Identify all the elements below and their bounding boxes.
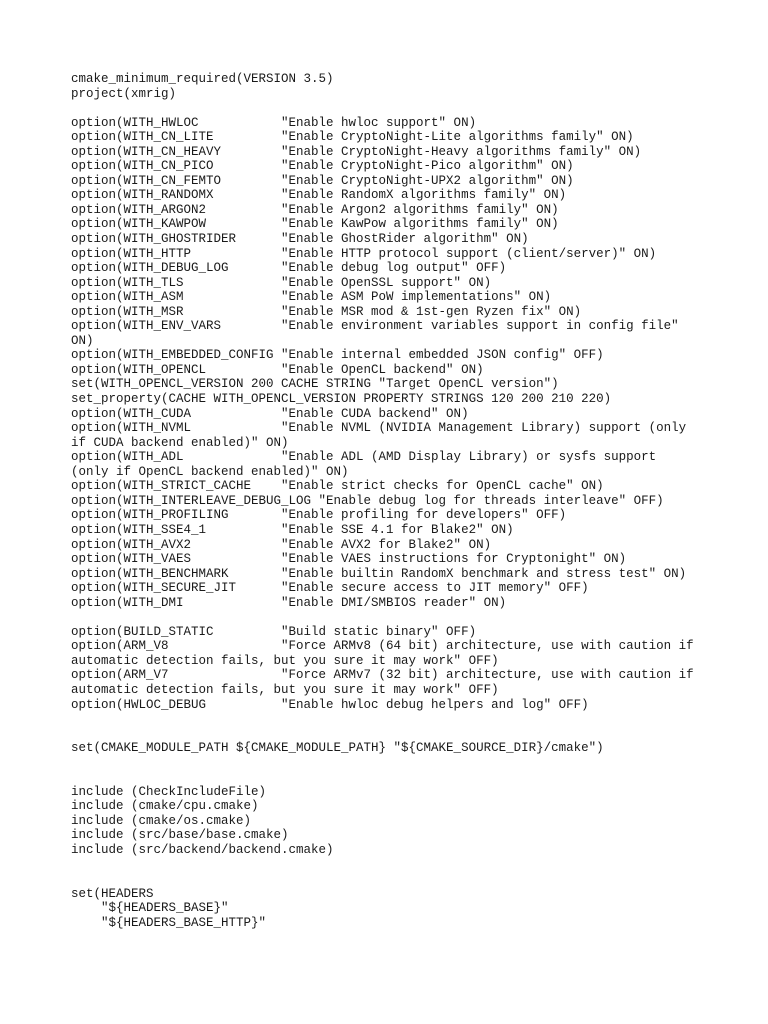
code-line: set(WITH_OPENCL_VERSION 200 CACHE STRING "Target OpenCL version"): [71, 377, 559, 392]
code-line: if CUDA backend enabled)" ON): [71, 435, 289, 450]
blank-line: [71, 712, 711, 727]
code-line: "${HEADERS_BASE_HTTP}": [71, 915, 267, 930]
code-line: "${HEADERS_BASE}": [71, 901, 229, 916]
code-line: include (CheckIncludeFile): [71, 784, 267, 799]
code-line: option(WITH_BENCHMARK "Enable builtin RandomX benchmark and stress test" ON): [71, 566, 687, 581]
code-line: option(WITH_DEBUG_LOG "Enable debug log output" OFF): [71, 261, 507, 276]
code-line: option(WITH_VAES "Enable VAES instructions for Cryptonight" ON): [71, 552, 627, 567]
blank-line: [71, 756, 711, 771]
code-line: option(WITH_ADL "Enable ADL (AMD Display Library) or sysfs support: [71, 450, 657, 465]
blank-line: [71, 858, 711, 873]
code-line: option(WITH_TLS "Enable OpenSSL support" ON): [71, 275, 492, 290]
code-line: option(WITH_PROFILING "Enable profiling for developers" OFF): [71, 508, 567, 523]
code-line: option(WITH_RANDOMX "Enable RandomX algorithms family" ON): [71, 188, 567, 203]
code-line: option(WITH_ENV_VARS "Enable environment variables support in config file": [71, 319, 679, 334]
blank-line: [71, 101, 711, 116]
code-line: automatic detection fails, but you sure it may work" OFF): [71, 682, 499, 697]
code-line: option(WITH_GHOSTRIDER "Enable GhostRider algorithm" ON): [71, 232, 529, 247]
code-line: option(WITH_ARGON2 "Enable Argon2 algorithms family" ON): [71, 202, 559, 217]
code-line: option(WITH_OPENCL "Enable OpenCL backend" ON): [71, 362, 484, 377]
code-line: option(WITH_SSE4_1 "Enable SSE 4.1 for Blake2" ON): [71, 522, 514, 537]
code-line: project(xmrig): [71, 86, 177, 101]
code-document: [71, 72, 711, 930]
code-line: set(CMAKE_MODULE_PATH ${CMAKE_MODULE_PATH} "${CMAKE_SOURCE_DIR}/cmake"): [71, 741, 604, 756]
code-line: option(WITH_CN_LITE "Enable CryptoNight-Lite algorithms family" ON): [71, 130, 634, 145]
code-line: include (cmake/cpu.cmake): [71, 799, 259, 814]
code-line: (only if OpenCL backend enabled)" ON): [71, 464, 349, 479]
code-line: option(WITH_MSR "Enable MSR mod & 1st-gen Ryzen fix" ON): [71, 304, 582, 319]
code-line: option(ARM_V7 "Force ARMv7 (32 bit) architecture, use with caution if: [71, 668, 694, 683]
code-line: option(ARM_V8 "Force ARMv8 (64 bit) architecture, use with caution if: [71, 639, 694, 654]
code-line: option(WITH_AVX2 "Enable AVX2 for Blake2" ON): [71, 537, 492, 552]
code-line: include (cmake/os.cmake): [71, 813, 252, 828]
code-line: set(HEADERS: [71, 886, 154, 901]
blank-line: [71, 872, 711, 887]
code-line: automatic detection fails, but you sure it may work" OFF): [71, 653, 499, 668]
code-line: set_property(CACHE WITH_OPENCL_VERSION PROPERTY STRINGS 120 200 210 220): [71, 392, 612, 407]
code-line: option(WITH_ASM "Enable ASM PoW implementations" ON): [71, 290, 552, 305]
code-line: option(BUILD_STATIC "Build static binary" OFF): [71, 624, 477, 639]
code-line: include (src/backend/backend.cmake): [71, 842, 334, 857]
code-line: include (src/base/base.cmake): [71, 828, 289, 843]
code-line: option(WITH_CUDA "Enable CUDA backend" ON): [71, 406, 469, 421]
blank-line: [71, 770, 711, 785]
code-line: option(HWLOC_DEBUG "Enable hwloc debug helpers and log" OFF): [71, 697, 589, 712]
code-line: option(WITH_INTERLEAVE_DEBUG_LOG "Enable debug log for threads interleave" OFF): [71, 493, 664, 508]
code-line: option(WITH_KAWPOW "Enable KawPow algorithms family" ON): [71, 217, 559, 232]
code-line: option(WITH_CN_FEMTO "Enable CryptoNight-UPX2 algorithm" ON): [71, 173, 574, 188]
code-line: option(WITH_HWLOC "Enable hwloc support" ON): [71, 115, 477, 130]
code-line: ON): [71, 333, 94, 348]
code-line: option(WITH_CN_PICO "Enable CryptoNight-Pico algorithm" ON): [71, 159, 574, 174]
code-line: cmake_minimum_required(VERSION 3.5): [71, 72, 334, 86]
blank-line: [71, 727, 711, 742]
code-line: option(WITH_NVML "Enable NVML (NVIDIA Management Library) support (only: [71, 421, 687, 436]
code-line: option(WITH_CN_HEAVY "Enable CryptoNight-Heavy algorithms family" ON): [71, 144, 642, 159]
code-line: option(WITH_EMBEDDED_CONFIG "Enable internal embedded JSON config" OFF): [71, 348, 604, 363]
code-line: option(WITH_HTTP "Enable HTTP protocol support (client/server)" ON): [71, 246, 657, 261]
code-line: option(WITH_SECURE_JIT "Enable secure access to JIT memory" OFF): [71, 581, 589, 596]
blank-line: [71, 610, 711, 625]
code-line: option(WITH_DMI "Enable DMI/SMBIOS reader" ON): [71, 595, 507, 610]
code-line: option(WITH_STRICT_CACHE "Enable strict checks for OpenCL cache" ON): [71, 479, 604, 494]
